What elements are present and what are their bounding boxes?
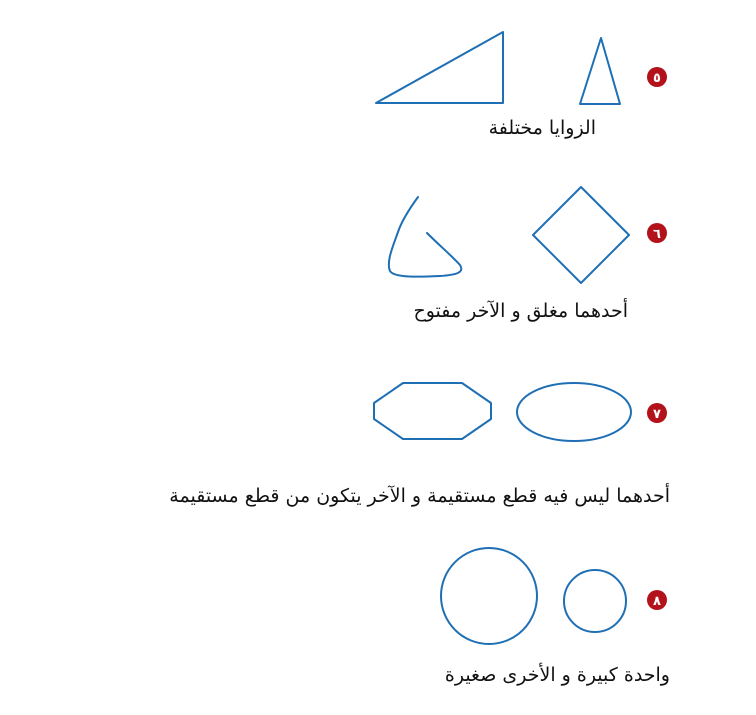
large-circle xyxy=(441,548,537,644)
item-7-badge xyxy=(647,403,667,423)
svg-text:٨: ٨ xyxy=(653,594,661,609)
item-8-badge xyxy=(647,590,667,610)
item-6-badge xyxy=(647,223,667,243)
caption-item-8: واحدة كبيرة و الأخرى صغيرة xyxy=(444,664,670,686)
open-triangle-shape xyxy=(389,197,461,277)
right-triangle xyxy=(376,32,503,103)
caption-item-7: أحدهما ليس فيه قطع مستقيمة و الآخر يتكون من قطع مستقيمة xyxy=(169,485,670,507)
svg-text:٦: ٦ xyxy=(653,227,661,242)
octagon xyxy=(374,383,491,439)
ellipse xyxy=(517,383,631,441)
svg-text:٥: ٥ xyxy=(653,71,661,86)
caption-item-5: الزوايا مختلفة xyxy=(488,117,596,139)
small-circle xyxy=(564,570,626,632)
narrow-triangle xyxy=(580,38,620,104)
item-5-badge xyxy=(647,67,667,87)
diamond xyxy=(533,187,629,283)
caption-item-6: أحدهما مغلق و الآخر مفتوح xyxy=(413,300,628,322)
svg-text:٧: ٧ xyxy=(653,407,661,422)
